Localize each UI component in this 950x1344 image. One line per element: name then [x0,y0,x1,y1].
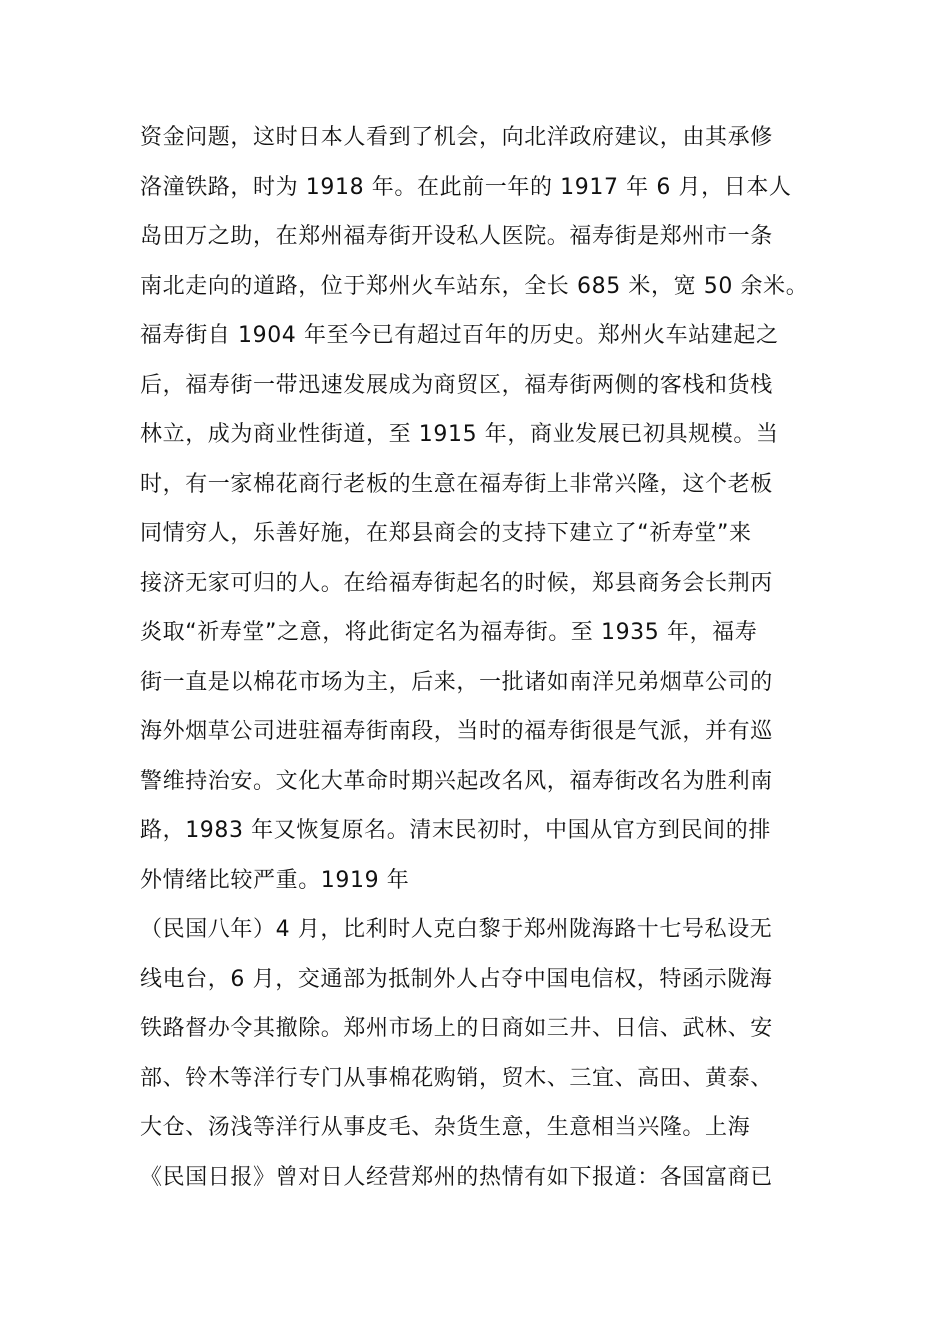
text-line: 外情绪比较严重。1919 年 [140,867,410,893]
text-line: 部、铃木等洋行专门从事棉花购销，贸木、三宜、高田、黄泰、 [140,1065,773,1091]
text-line: 海外烟草公司进驻福寿街南段，当时的福寿街很是气派，并有巡 [140,719,773,744]
text-line: 路，1983 年又恢复原名。清末民初时，中国从官方到民间的排 [140,818,771,843]
text-line: （民国八年）4 月，比利时人克白黎于郑州陇海路十七号私设无 [140,917,773,942]
text-line: 线电台，6 月，交通部为抵制外人占夺中国电信权，特函示陇海 [140,966,773,992]
text-line: 同情穷人，乐善好施，在郑县商会的支持下建立了“祈寿堂”来 [140,521,752,546]
text-line: 时，有一家棉花商行老板的生意在福寿街上非常兴隆，这个老板 [140,471,773,497]
body-paragraph [140,113,820,1202]
text-line: 铁路督办令其撤除。郑州市场上的日商如三井、日信、武林、安 [140,1016,773,1041]
text-line: 警维持治安。文化大革命时期兴起改名风，福寿街改名为胜利南 [140,768,773,794]
text-line: 炎取“祈寿堂”之意，将此街定名为福寿街。至 1935 年，福寿 [140,620,758,645]
text-line: 街一直是以棉花市场为主，后来，一批诸如南洋兄弟烟草公司的 [140,669,773,695]
text-line: 福寿街自 1904 年至今已有超过百年的历史。郑州火车站建起之 [140,323,779,348]
text-line: 大仓、汤浅等洋行从事皮毛、杂货生意，生意相当兴隆。上海 [140,1115,751,1140]
text-line: 后，福寿街一带迅速发展成为商贸区，福寿街两侧的客栈和货栈 [140,372,773,398]
text-line: 岛田万之助，在郑州福寿街开设私人医院。福寿街是郑州市一条 [140,224,773,249]
text-line: 接济无家可归的人。在给福寿街起名的时候，郑县商务会长荆丙 [140,570,773,596]
text-line: 南北走向的道路，位于郑州火车站东，全长 685 米，宽 50 余米。 [140,273,809,299]
text-line: 林立，成为商业性街道，至 1915 年，商业发展已初具规模。当 [140,422,779,447]
text-line: 资金问题，这时日本人看到了机会，向北洋政府建议，由其承修 [140,125,773,150]
text-line: 洛潼铁路，时为 1918 年。在此前一年的 1917 年 6 月，日本人 [140,174,792,200]
text-line: 《民国日报》曾对日人经营郑州的热情有如下报道：各国富商已 [140,1164,773,1190]
